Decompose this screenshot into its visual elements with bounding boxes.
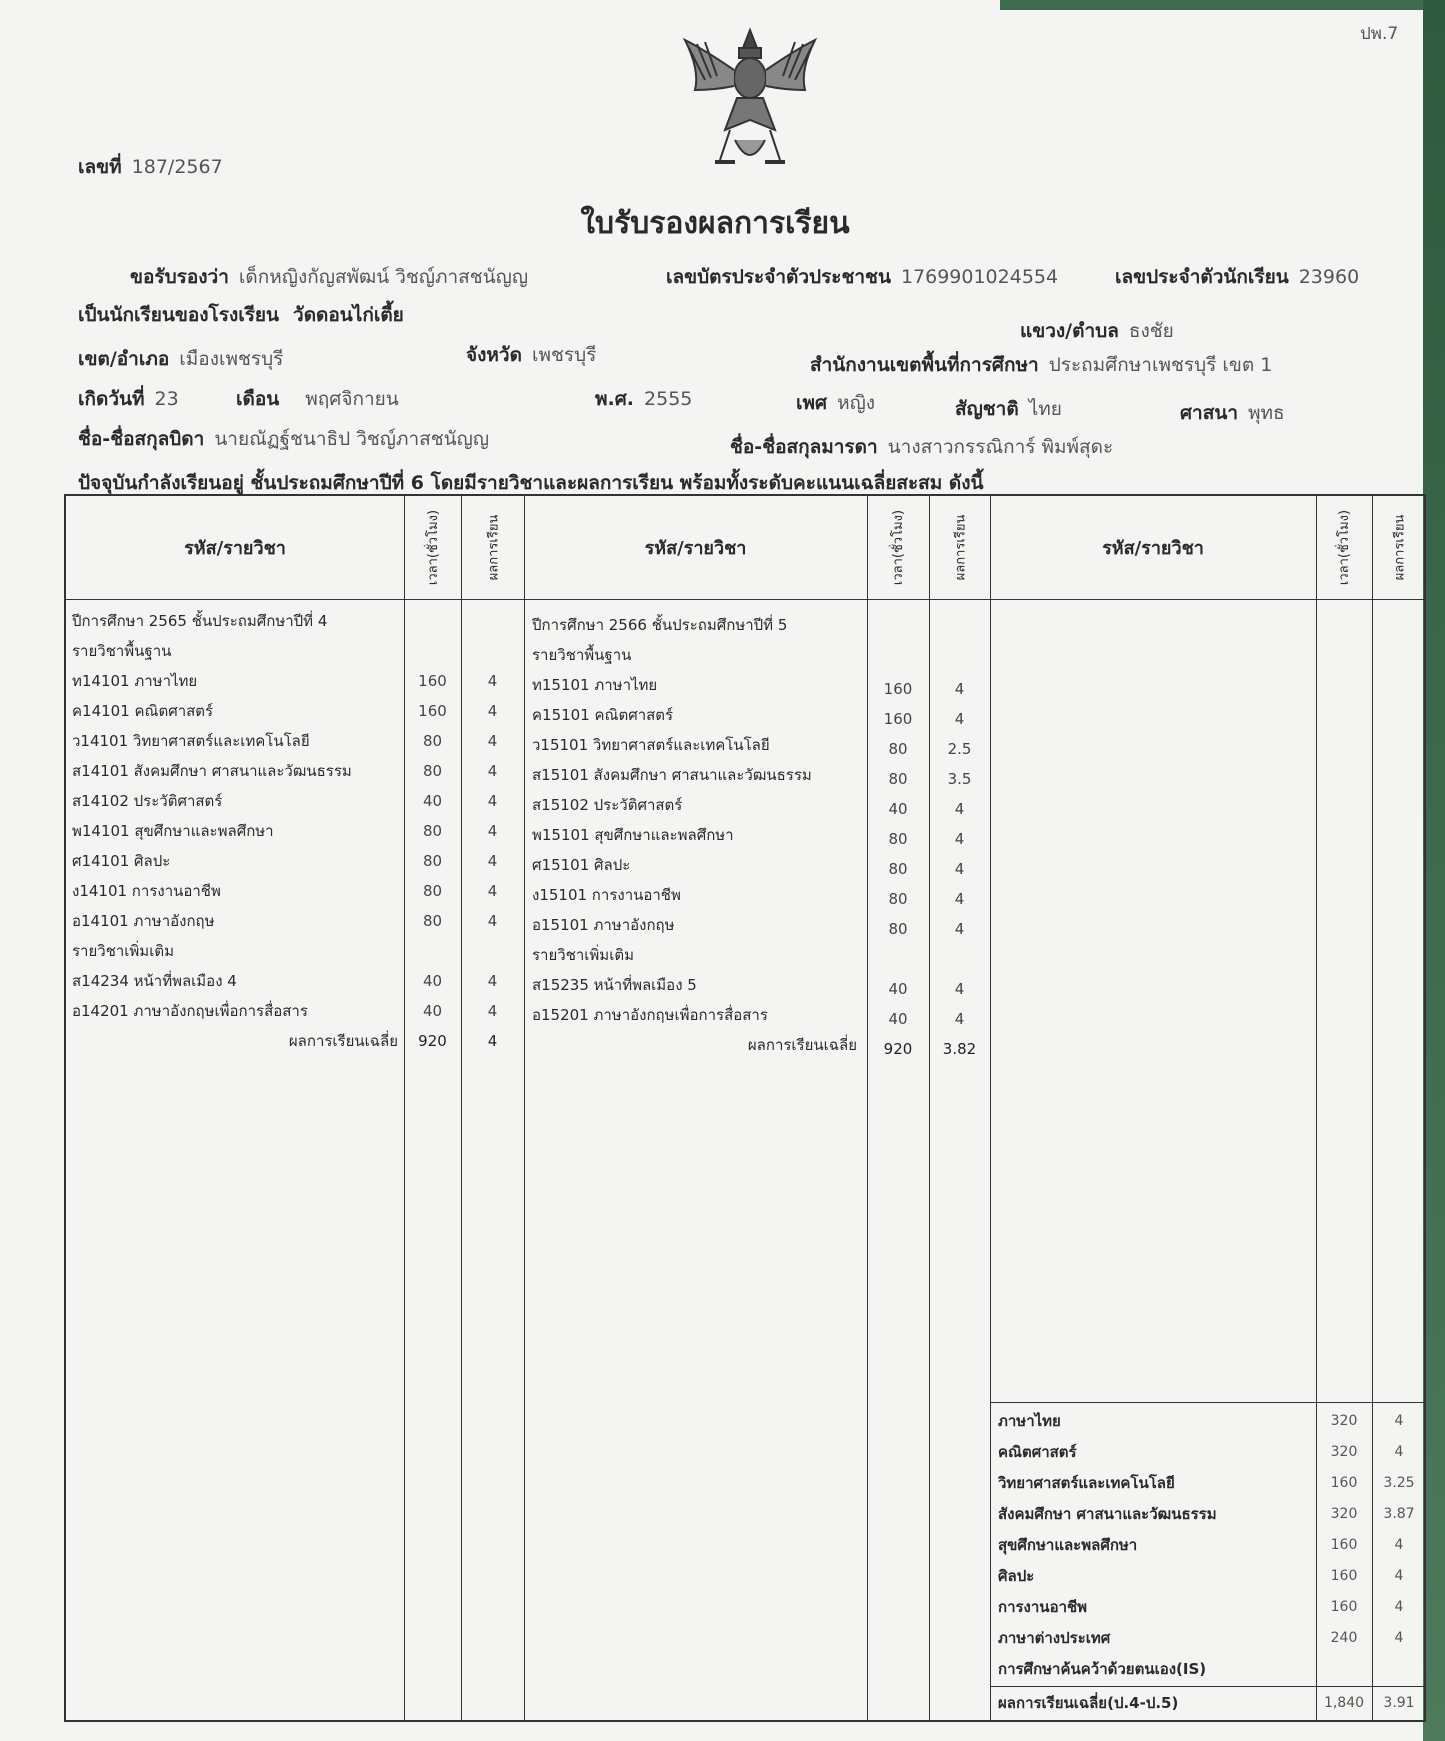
summary-hours: 160 xyxy=(1330,1475,1358,1491)
page-title: ใบรับรองผลการเรียน xyxy=(580,206,850,241)
summary-grade: 4 xyxy=(1394,1444,1404,1460)
hours-cell: 80 xyxy=(422,852,443,870)
grade-cell: 3.5 xyxy=(947,770,972,788)
year1-average-label: ผลการเรียนเฉลี่ย xyxy=(288,1032,398,1050)
summary-grade: 4 xyxy=(1394,1568,1404,1584)
religion-line xyxy=(1180,398,1285,428)
hours-cell: 80 xyxy=(888,860,908,878)
nationality-line xyxy=(955,394,1062,424)
hours-cell: 40 xyxy=(422,792,443,810)
hours-cell: 80 xyxy=(888,770,908,788)
father-line xyxy=(78,424,489,454)
birth-month-label: เดือน xyxy=(236,388,280,410)
table-row: ส14234 หน้าที่พลเมือง 4 xyxy=(72,972,237,990)
form-code: ปพ.7 xyxy=(1360,24,1399,44)
subdistrict-line xyxy=(1020,316,1174,346)
province-value: เพชรบุรี xyxy=(531,344,597,366)
school-line xyxy=(78,300,404,330)
table-header xyxy=(66,496,1424,600)
table-row: ส15102 ประวัติศาสตร์ xyxy=(532,796,683,814)
header-grade-2: ผลการเรียน xyxy=(953,514,969,581)
birth-day-value: 23 xyxy=(154,388,179,410)
grade-cell: 4 xyxy=(954,800,965,818)
table-row: ง15101 การงานอาชีพ xyxy=(532,886,681,904)
summary-hours: 160 xyxy=(1330,1568,1358,1584)
table-row: อ15101 ภาษาอังกฤษ xyxy=(532,916,675,934)
hours-cell: 160 xyxy=(883,710,913,728)
birth-day-label: เกิดวันที่ xyxy=(78,388,145,410)
overall-average-hours: 1,840 xyxy=(1323,1695,1365,1711)
col-divider xyxy=(990,496,991,1720)
table-row: พ15101 สุขศึกษาและพลศึกษา xyxy=(532,826,734,844)
hours-cell: 80 xyxy=(888,920,908,938)
religion-label: ศาสนา xyxy=(1180,402,1238,424)
nationality-label: สัญชาติ xyxy=(955,398,1019,420)
mother-line xyxy=(730,432,1113,462)
overall-average-label: ผลการเรียนเฉลี่ย(ป.4-ป.5) xyxy=(998,1694,1179,1712)
summary-subject: วิทยาศาสตร์และเทคโนโลยี xyxy=(998,1474,1175,1492)
year2-average-grade: 3.82 xyxy=(942,1040,977,1058)
hours-cell: 160 xyxy=(418,702,447,720)
table-row: ส14101 สังคมศึกษา ศาสนาและวัฒนธรรม xyxy=(72,762,352,780)
father-value: นายณัฏฐ์ชนาธิป วิชญ์ภาสชนัญญ xyxy=(214,428,490,450)
hours-cell: 160 xyxy=(418,672,447,690)
header-subject-1: รหัส/รายวิชา xyxy=(184,538,286,559)
summary-hours: 160 xyxy=(1330,1599,1358,1615)
background-edge xyxy=(1000,0,1445,10)
year1-heading: ปีการศึกษา 2565 ชั้นประถมศึกษาปีที่ 4 xyxy=(72,612,328,630)
office-line xyxy=(810,350,1272,380)
grade-cell: 4 xyxy=(487,852,498,870)
header-grade-1: ผลการเรียน xyxy=(486,514,502,581)
grade-cell: 4 xyxy=(487,732,498,750)
summary-subject: การงานอาชีพ xyxy=(998,1598,1088,1616)
religion-value: พุทธ xyxy=(1247,402,1285,424)
school-value: วัดดอนไก่เตี้ย xyxy=(293,304,404,326)
overall-average-grade: 3.91 xyxy=(1383,1695,1415,1711)
summary-subject: สังคมศึกษา ศาสนาและวัฒนธรรม xyxy=(998,1505,1217,1523)
grade-cell: 4 xyxy=(487,972,498,990)
year2-heading: ปีการศึกษา 2566 ชั้นประถมศึกษาปีที่ 5 xyxy=(532,616,788,634)
year2-basic-label: รายวิชาพื้นฐาน xyxy=(532,646,632,664)
mother-label: ชื่อ-ชื่อสกุลมารดา xyxy=(730,436,878,458)
summary-grade: 4 xyxy=(1394,1630,1404,1646)
mother-value: นางสาวกรรณิการ์ พิมพ์สุดะ xyxy=(887,436,1114,458)
table-row: อ14101 ภาษาอังกฤษ xyxy=(72,912,215,930)
grade-cell: 4 xyxy=(487,762,498,780)
table-row: ศ14101 ศิลปะ xyxy=(72,852,171,870)
district-value: เมืองเพชรบุรี xyxy=(179,348,284,370)
certify-line xyxy=(130,262,528,292)
table-row: อ15201 ภาษาอังกฤษเพื่อการสื่อสาร xyxy=(532,1006,768,1024)
table-row: ค14101 คณิตศาสตร์ xyxy=(72,702,214,720)
hours-cell: 80 xyxy=(422,912,443,930)
school-label: เป็นนักเรียนของโรงเรียน xyxy=(78,304,280,326)
table-row: อ14201 ภาษาอังกฤษเพื่อการสื่อสาร xyxy=(72,1002,308,1020)
document-number xyxy=(78,152,223,182)
summary-hours: 320 xyxy=(1330,1413,1358,1429)
hours-cell: 40 xyxy=(888,980,908,998)
col-divider xyxy=(524,496,525,1720)
province-line xyxy=(466,340,596,370)
table-row: ค15101 คณิตศาสตร์ xyxy=(532,706,674,724)
year2-average-hours: 920 xyxy=(883,1040,913,1058)
grade-cell: 4 xyxy=(487,882,498,900)
hours-cell: 80 xyxy=(422,762,443,780)
grade-cell: 4 xyxy=(954,1010,965,1028)
header-hours-2: เวลา(ชั่วโมง) xyxy=(891,509,907,586)
subdistrict-label: แขวง/ตำบล xyxy=(1020,320,1119,342)
grade-cell: 4 xyxy=(487,1002,498,1020)
hours-cell: 80 xyxy=(422,822,443,840)
certify-label: ขอรับรองว่า xyxy=(130,266,229,288)
year2-average-label: ผลการเรียนเฉลี่ย xyxy=(747,1036,857,1054)
gender-line xyxy=(796,388,875,418)
header-grade-3: ผลการเรียน xyxy=(1392,514,1408,581)
header-hours-1: เวลา(ชั่วโมง) xyxy=(426,509,441,586)
office-value: ประถมศึกษาเพชรบุรี เขต 1 xyxy=(1048,354,1273,376)
year1-average-grade: 4 xyxy=(487,1032,498,1050)
summary-hours xyxy=(1316,1654,1372,1684)
header-subject-3: รหัส/รายวิชา xyxy=(1102,538,1204,559)
overall-divider xyxy=(990,1686,1426,1687)
birth-month-value: พฤศจิกายน xyxy=(305,388,399,410)
summary-grade: 4 xyxy=(1394,1537,1404,1553)
year1-basic-label: รายวิชาพื้นฐาน xyxy=(72,642,172,660)
birth-year-label: พ.ศ. xyxy=(595,388,635,410)
grade-cell: 4 xyxy=(487,822,498,840)
summary-subject: ภาษาไทย xyxy=(998,1412,1061,1430)
grade-cell: 4 xyxy=(954,980,965,998)
summary-hours: 320 xyxy=(1330,1506,1358,1522)
hours-cell: 80 xyxy=(422,882,443,900)
grade-cell: 4 xyxy=(487,792,498,810)
hours-cell: 40 xyxy=(422,1002,443,1020)
father-label: ชื่อ-ชื่อสกุลบิดา xyxy=(78,428,205,450)
birth-year-value: 2555 xyxy=(644,388,693,410)
summary-subject: การศึกษาค้นคว้าด้วยตนเอง(IS) xyxy=(998,1660,1207,1678)
summary-subject: ภาษาต่างประเทศ xyxy=(998,1629,1111,1647)
table-row: ส15101 สังคมศึกษา ศาสนาและวัฒนธรรม xyxy=(532,766,812,784)
district-label: เขต/อำเภอ xyxy=(78,348,170,370)
table-row: ส14102 ประวัติศาสตร์ xyxy=(72,792,223,810)
office-label: สำนักงานเขตพื้นที่การศึกษา xyxy=(810,354,1039,376)
table-row: ว15101 วิทยาศาสตร์และเทคโนโลยี xyxy=(532,736,770,754)
student-id-label: เลขประจำตัวนักเรียน xyxy=(1115,266,1289,288)
grade-cell: 4 xyxy=(487,702,498,720)
background-edge-right xyxy=(1423,0,1445,1741)
birth-year-line xyxy=(595,384,692,414)
birth-day-line xyxy=(78,384,179,414)
grade-cell: 4 xyxy=(487,672,498,690)
garuda-emblem-icon xyxy=(675,20,825,180)
birth-month-line xyxy=(236,384,399,414)
summary-grade: 3.25 xyxy=(1383,1475,1415,1491)
summary-hours: 320 xyxy=(1330,1444,1358,1460)
gender-label: เพศ xyxy=(796,392,828,414)
id-card-line xyxy=(666,262,1058,292)
hours-cell: 80 xyxy=(888,830,908,848)
grade-cell: 4 xyxy=(954,860,965,878)
grade-cell: 4 xyxy=(954,890,965,908)
student-id-line xyxy=(1115,262,1359,292)
year1-extra-label: รายวิชาเพิ่มเติม xyxy=(72,942,174,960)
district-line xyxy=(78,344,283,374)
table-row: ว14101 วิทยาศาสตร์และเทคโนโลยี xyxy=(72,732,310,750)
hours-cell: 80 xyxy=(422,732,443,750)
summary-grade: 4 xyxy=(1394,1599,1404,1615)
summary-hours: 240 xyxy=(1330,1630,1358,1646)
table-row: ท15101 ภาษาไทย xyxy=(532,676,658,694)
id-card-label: เลขบัตรประจำตัวประชาชน xyxy=(666,266,891,288)
header-hours-3: เวลา(ชั่วโมง) xyxy=(1337,509,1353,586)
summary-divider xyxy=(990,1402,1426,1403)
grade-cell: 4 xyxy=(954,680,965,698)
grade-cell: 4 xyxy=(954,710,965,728)
hours-cell: 40 xyxy=(888,800,908,818)
province-label: จังหวัด xyxy=(466,344,522,366)
summary-hours: 160 xyxy=(1330,1537,1358,1553)
grade-cell: 4 xyxy=(954,920,965,938)
doc-no-label: เลขที่ xyxy=(78,156,122,178)
summary-subject: คณิตศาสตร์ xyxy=(998,1443,1077,1461)
id-card-value: 1769901024554 xyxy=(900,266,1059,288)
student-id-value: 23960 xyxy=(1298,266,1360,288)
summary-subject: สุขศึกษาและพลศึกษา xyxy=(998,1536,1138,1554)
student-name: เด็กหญิงกัญสพัฒน์ วิชญ์ภาสชนัญญ xyxy=(238,266,529,288)
summary-subject: ศิลปะ xyxy=(998,1567,1035,1585)
year1-average-hours: 920 xyxy=(418,1032,447,1050)
hours-cell: 40 xyxy=(422,972,443,990)
table-row: ส15235 หน้าที่พลเมือง 5 xyxy=(532,976,697,994)
table-row: ง14101 การงานอาชีพ xyxy=(72,882,221,900)
hours-cell: 40 xyxy=(888,1010,908,1028)
header-subject-2: รหัส/รายวิชา xyxy=(644,538,747,559)
doc-no-value: 187/2567 xyxy=(131,156,223,178)
current-level-line: ปัจจุบันกำลังเรียนอยู่ ชั้นประถมศึกษาปีที่ 6 โดยมีรายวิชาและผลการเรียน พร้อมทั้งระดับคะแนนเฉลี่ยสะสม ดังนี้ xyxy=(78,472,984,494)
hours-cell: 160 xyxy=(883,680,913,698)
nationality-value: ไทย xyxy=(1028,398,1062,420)
results-table xyxy=(64,494,1426,1722)
grade-cell: 4 xyxy=(487,912,498,930)
table-row: ท14101 ภาษาไทย xyxy=(72,672,198,690)
summary-grade xyxy=(1372,1654,1426,1684)
gender-value: หญิง xyxy=(837,392,876,414)
year2-extra-label: รายวิชาเพิ่มเติม xyxy=(532,946,634,964)
subdistrict-value: ธงชัย xyxy=(1128,320,1174,342)
table-row: พ14101 สุขศึกษาและพลศึกษา xyxy=(72,822,274,840)
table-row: ศ15101 ศิลปะ xyxy=(532,856,631,874)
grade-cell: 2.5 xyxy=(947,740,972,758)
hours-cell: 80 xyxy=(888,890,908,908)
grade-cell: 4 xyxy=(954,830,965,848)
summary-grade: 4 xyxy=(1394,1413,1404,1429)
hours-cell: 80 xyxy=(888,740,908,758)
summary-grade: 3.87 xyxy=(1383,1506,1415,1522)
